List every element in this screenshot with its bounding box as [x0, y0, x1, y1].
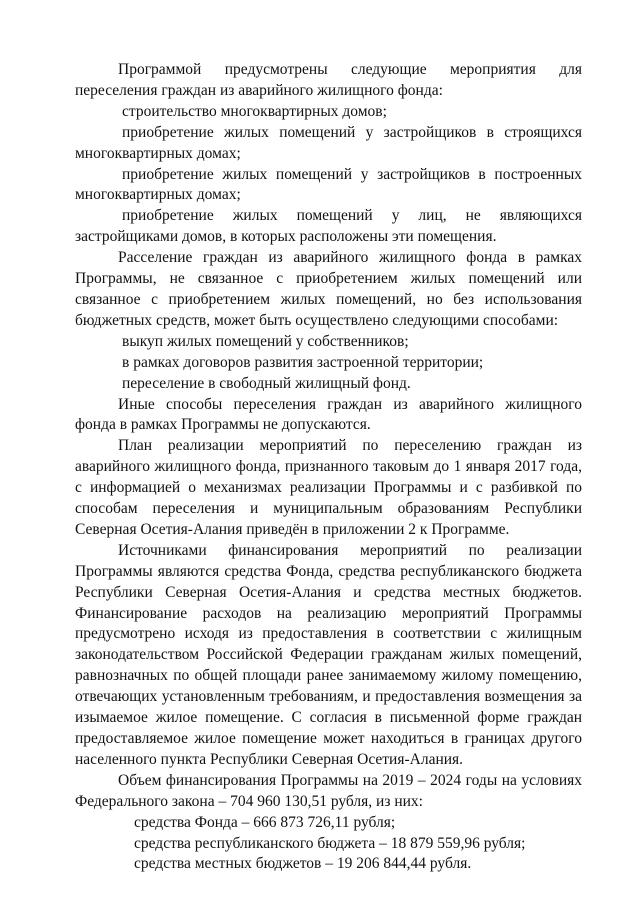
- method-item-development-contracts: в рамках договоров развития застроенной территории;: [122, 353, 484, 371]
- method-item-buyout: выкуп жилых помещений у собственников;: [122, 332, 409, 350]
- paragraph-funding-sources: Источниками финансирования мероприятий по реализации Программы являются средства Фонда, средства республиканского бюджета Республики Северная Осетия-Алания и средства местных бюджетов. Финансирование расходов на реализацию мероприятий Программы предусмотрено исходя из предоставления в соответствии с жилищным законодательством Российской Федерации гражданам жилых помещений, равнозначных по общей площади ранее занимаемому жилому помещению, отвечающих установленным требованиям, и предоставления возмещения за изымаемое жилое помещение. С согласия в письменной форме граждан предоставляемое жилое помещение может находиться в границах другого населенного пункта Республики Северная Осетия-Алания.: [75, 541, 582, 768]
- activity-item-construction: строительство многоквартирных домов;: [122, 102, 387, 120]
- funding-item-republic-budget: средства республиканского бюджета – 18 879 559,96 рубля;: [134, 834, 526, 852]
- activity-item-built: приобретение жилых помещений у застройщиков в построенных многоквартирных домах;: [75, 165, 582, 204]
- method-item-free-housing: переселение в свободный жилищный фонд.: [122, 374, 411, 392]
- document-page: [75, 60, 582, 875]
- paragraph-implementation-plan: План реализации мероприятий по переселению граждан из аварийного жилищного фонда, признанного таковым до 1 января 2017 года, с информацией о механизмах реализации Программы и с разбивкой по способам переселения и муниципальным образованиям Республики Северная Осетия-Алания приведён в приложении 2 к Программе.: [75, 437, 582, 538]
- paragraph-activities-intro: Программой предусмотрены следующие мероприятия для переселения граждан из аварийного жилищного фонда:: [75, 61, 582, 99]
- activity-item-non-developers: приобретение жилых помещений у лиц, не являющихся застройщиками домов, в которых расположены эти помещения.: [75, 207, 582, 246]
- funding-item-local-budgets: средства местных бюджетов – 19 206 844,44 рубля.: [134, 855, 472, 873]
- activity-item-under-construction: приобретение жилых помещений у застройщиков в строящихся многоквартирных домах;: [75, 123, 582, 162]
- paragraph-funding-volume: Объем финансирования Программы на 2019 – 2024 годы на условиях Федерального закона – 704 960 130,51 рубля, из них:: [75, 771, 582, 810]
- funding-item-fund: средства Фонда – 666 873 726,11 рубля;: [134, 813, 396, 831]
- paragraph-resettlement-methods: Расселение граждан из аварийного жилищного фонда в рамках Программы, не связанное с приобретением жилых помещений или связанное с приобретением жилых помещений, но без использования бюджетных средств, может быть осуществлено следующими способами:: [75, 249, 582, 329]
- paragraph-other-methods: Иные способы переселения граждан из аварийного жилищного фонда в рамках Программы не допускаются.: [75, 395, 582, 434]
